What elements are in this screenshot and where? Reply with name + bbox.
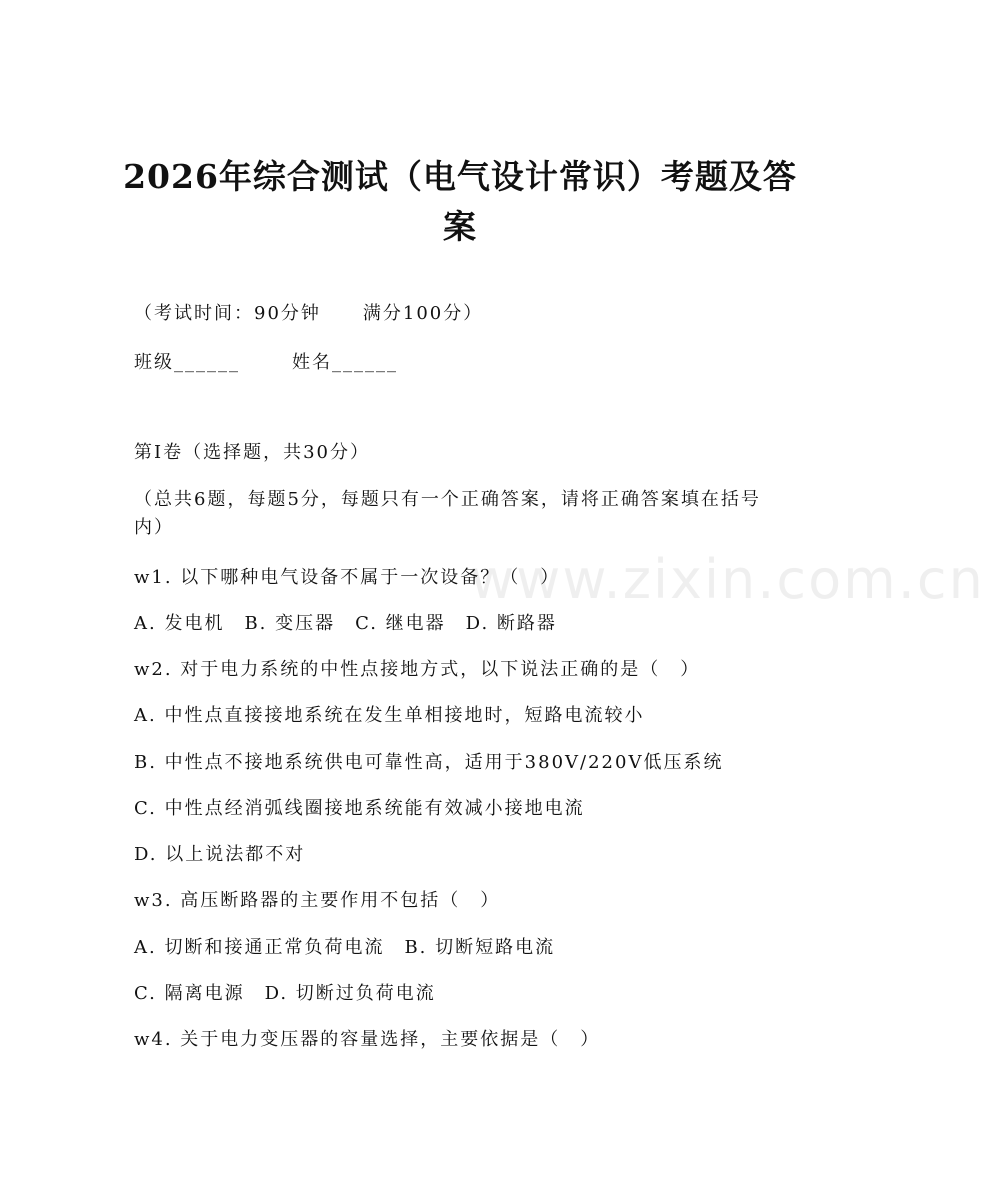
question-stem: w1. 以下哪种电气设备不属于一次设备？（ ） bbox=[134, 567, 561, 588]
watermark: www.zixin.com.cn bbox=[470, 548, 985, 611]
document-title: 2026年综合测试（电气设计常识）考题及答案 bbox=[123, 157, 797, 246]
question-stem: w3. 高压断路器的主要作用不包括（ ） bbox=[134, 890, 501, 911]
section-heading: 第Ⅰ卷（选择题，共30分） bbox=[134, 442, 371, 463]
question-option: A. 中性点直接接地系统在发生单相接地时，短路电流较小 bbox=[134, 705, 645, 726]
question-option: C. 中性点经消弧线圈接地系统能有效减小接地电流 bbox=[134, 798, 585, 819]
question-option: A. 发电机 B. 变压器 C. 继电器 D. 断路器 bbox=[134, 613, 557, 634]
section-instructions: （总共6题，每题5分，每题只有一个正确答案，请将正确答案填在括号内） bbox=[134, 489, 761, 538]
exam-info bbox=[134, 302, 483, 326]
question-option: B. 中性点不接地系统供电可靠性高，适用于380V/220V低压系统 bbox=[134, 752, 724, 773]
exam-score: 满分100分） bbox=[362, 303, 484, 324]
class-field: 班级______ bbox=[134, 352, 240, 373]
question-option: A. 切断和接通正常负荷电流 B. 切断短路电流 bbox=[134, 937, 556, 958]
student-fields bbox=[134, 351, 398, 375]
question-option: D. 以上说法都不对 bbox=[134, 844, 306, 865]
exam-time: （考试时间：90分钟 bbox=[134, 303, 321, 324]
name-field: 姓名______ bbox=[292, 352, 398, 373]
question-option: C. 隔离电源 D. 切断过负荷电流 bbox=[134, 983, 436, 1004]
question-stem: w4. 关于电力变压器的容量选择，主要依据是（ ） bbox=[134, 1029, 601, 1050]
question-stem: w2. 对于电力系统的中性点接地方式，以下说法正确的是（ ） bbox=[134, 659, 701, 680]
